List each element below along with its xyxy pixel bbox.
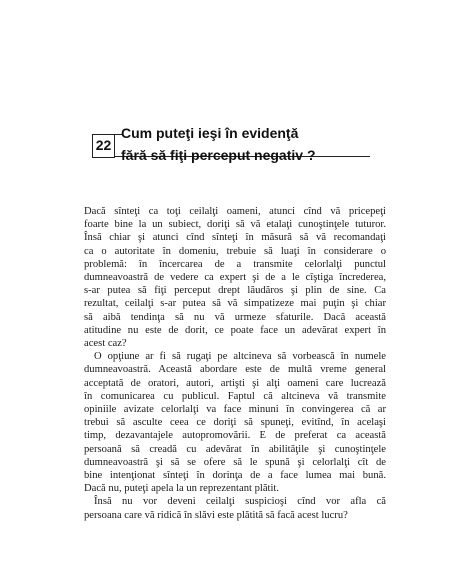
chapter-title <box>121 122 391 166</box>
text-line: trebui să asculte ceea ce doriţi să spuneţi, evitînd, în acelaşi <box>84 417 386 429</box>
text-line: Dacă nu, puteţi apela la un reprezentant plătit. <box>84 483 280 495</box>
chapter-heading <box>92 122 392 178</box>
text-line: în comunicarea cu publicul. Faptul că altcineva vă transmite <box>84 390 386 402</box>
text-line: dumneavoastră de vedere ca expert şi de a le cîştiga încrederea, <box>84 272 386 284</box>
text-line: dumneavoastră şi să se ofere să le spună şi celorlalţi cît de <box>84 456 386 468</box>
text-line: timp, dezavantajele autopromovării. E de preferat ca această <box>84 430 386 442</box>
paragraph <box>84 205 386 350</box>
text-line: Dacă sînteţi ca toţi ceilalţi oameni, atunci cînd vă pricepeţi <box>84 206 386 217</box>
text-line: O opţiune ar fi să rugaţi pe altcineva să vorbească în numele <box>94 351 386 363</box>
text-line: acest caz? <box>84 338 127 350</box>
text-line: să aibă tendinţa să nu vă urmeze sfaturile. Dacă această <box>84 311 386 323</box>
chapter-title-line: Cum puteţi ieşi în evidenţă <box>121 125 299 141</box>
text-line: persoană să creadă cu adevărat în abilităţile şi cunoştinţele <box>84 443 386 455</box>
text-line: opiniile avizate celorlalţi va face minuni în convingerea că ar <box>84 404 386 416</box>
text-line: bine intenţionat sînteţi în dorinţa de a face lumea mai bună. <box>84 470 386 482</box>
paragraph <box>84 350 386 495</box>
text-line: dumneavoastră. Această abordare este de multă vreme general <box>84 364 386 376</box>
text-line: s-ar putea să fiţi perceput drept lăudăros şi plin de sine. Ca <box>84 285 386 297</box>
text-line: foarte bine la un subiect, doriţi să vă etalaţi cunoştinţele tuturor. <box>84 219 386 231</box>
text-line: problemă: în încercarea de a transmite celorlalţi punctul <box>84 258 386 270</box>
paragraph <box>84 495 386 521</box>
text-line: Însă nu vor deveni ceilalţi suspicioşi cînd vor afla că <box>94 496 386 508</box>
text-line: acceptată de oratori, autori, artişti şi alţi oameni care lucrează <box>84 377 386 389</box>
text-line: persoana care vă ridică în slăvi este plătită să facă acest lucru? <box>84 509 348 521</box>
chapter-title-line: fără să fiţi perceput negativ ? <box>121 147 316 163</box>
chapter-number: 22 <box>92 134 115 158</box>
text-line: ca o autoritate în domeniu, trebuie să luaţi în considerare o <box>84 245 386 257</box>
text-line: atitudine nu este de dorit, ce poate face un adevărat expert în <box>84 324 386 336</box>
text-line: Însă chiar şi atunci cînd sînteţi în măsură să vă recomandaţi <box>84 232 386 244</box>
body-text <box>84 205 386 522</box>
text-line: rezultat, ceilalţi s-ar putea să vă simpatizeze mai puţin şi chiar <box>84 298 386 310</box>
